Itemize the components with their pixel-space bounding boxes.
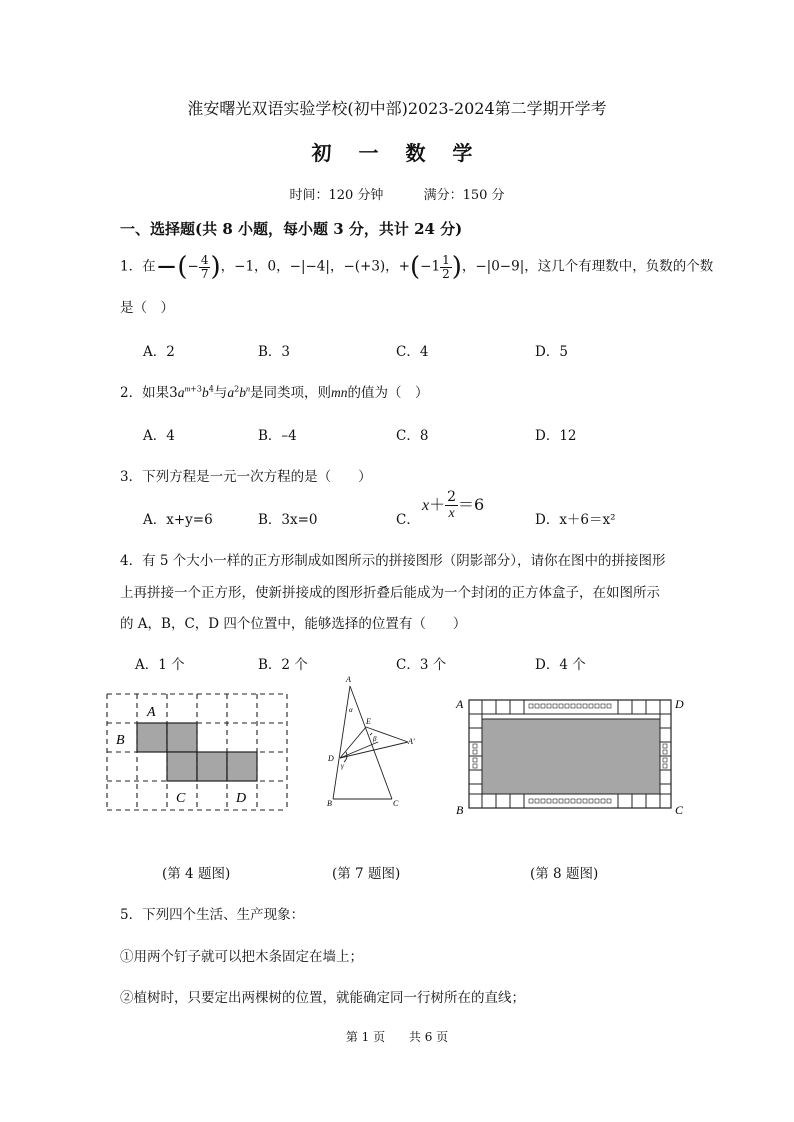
q1-paren2: (	[410, 252, 421, 282]
shaded-rect	[482, 719, 660, 794]
fig8-label-d: D	[675, 697, 684, 711]
figure-8-frame	[452, 692, 692, 818]
question-5: 5．下列四个生活、生产现象：	[120, 907, 305, 923]
shaded-cell	[167, 723, 197, 752]
q5-item-2: ②植树时，只要定出两棵树的位置，就能确定同一行树所在的直线；	[120, 990, 525, 1006]
q4-option-a[interactable]: A．1 个	[135, 657, 185, 673]
fig8-caption: (第 8 题图)	[530, 866, 599, 882]
fig7-caption: (第 7 题图)	[332, 866, 401, 882]
exam-time: 时间：120 分钟	[289, 188, 384, 203]
q4-option-b[interactable]: B．2 个	[258, 657, 308, 673]
q2-number: 2．如果	[120, 385, 170, 401]
q1-paren: )	[210, 252, 221, 282]
fig7-label-a-prime: A′	[408, 737, 415, 746]
q1-number: 1．在	[120, 258, 156, 275]
question-3: 3．下列方程是一元一次方程的是（ ）	[120, 469, 372, 485]
fig4-label-d: D	[236, 791, 247, 806]
q2-tail: 是同类项，则	[249, 385, 331, 401]
page-total: 共 6 页	[408, 1030, 449, 1044]
question-1-line1: 1．在−(− $\frac{4}{7}$ )，−1，0，−|−4|，−(+3)，+(−1 $\frac{1}{2}$ )，−|0−9|，这几个有理数中，负数的个数	[120, 252, 714, 282]
q1-math-a: −(	[155, 252, 188, 282]
shaded-cell	[137, 723, 167, 752]
page-footer	[0, 1028, 794, 1045]
q1-option-a[interactable]: A．2	[143, 344, 175, 360]
fig7-label-beta: β	[373, 735, 377, 743]
q3-option-b[interactable]: B．3x=0	[258, 512, 318, 528]
question-1-line2: 是（ ）	[120, 300, 174, 316]
q3-option-c-formula: x＋ $\frac{2}{x}$ ＝6	[422, 489, 485, 521]
q4-option-d[interactable]: D．4 个	[535, 657, 586, 673]
shaded-cell	[227, 752, 257, 781]
q3-option-d[interactable]: D．x＋6＝x²	[535, 512, 616, 528]
grid-dashed-lines	[107, 694, 287, 810]
q2-option-c[interactable]: C．8	[396, 428, 429, 444]
edge-da-prime	[340, 742, 408, 758]
q3-option-a[interactable]: A．x+y=6	[143, 512, 213, 528]
fig7-label-a: A	[346, 675, 351, 684]
q2-tail2: 的值为（ ）	[347, 385, 429, 401]
question-4-line1: 4．有 5 个大小一样的正方形制成如图所示的拼接图形（阴影部分），请你在图中的拼接图形	[120, 553, 666, 569]
q4-option-c[interactable]: C．3 个	[396, 657, 447, 673]
fig8-label-c: C	[675, 803, 684, 817]
exam-score: 满分：150 分	[423, 188, 505, 203]
section-heading: 一、选择题(共 8 小题，每小题 3 分，共计 24 分)	[120, 220, 463, 238]
q1-stem-tail: ，这几个有理数中，负数的个数	[524, 258, 714, 275]
shaded-cell	[197, 752, 227, 781]
figure-7-triangle	[320, 672, 420, 812]
question-4-line2: 上再拼接一个正方形，使新拼接成的图形折叠后能成为一个封闭的正方体盒子，在如图所示	[120, 585, 660, 601]
exam-title: 初 一 数 学	[311, 141, 483, 165]
fig7-label-d: D	[328, 754, 334, 763]
fig7-label-b: B	[327, 799, 332, 808]
fig8-label-a: A	[456, 697, 464, 711]
q2-option-b[interactable]: B．–4	[258, 428, 297, 444]
fig7-label-e: E	[366, 717, 371, 726]
figure-4-grid	[105, 692, 290, 814]
fig7-label-alpha: α	[349, 706, 353, 714]
q1-frac-1-2: $\frac{1}{2}$	[442, 252, 450, 281]
q1-paren3: )	[451, 252, 462, 282]
q1-frac-4-7: $\frac{4}{7}$	[200, 252, 209, 281]
q5-item-1: ①用两个钉子就可以把木条固定在墙上；	[120, 949, 363, 965]
q2-mid: 与	[213, 385, 228, 401]
fig8-label-b: B	[456, 803, 464, 817]
q1-option-c[interactable]: C．4	[396, 344, 429, 360]
question-2: 2．如果$3a^{m+3}b^4$与$a^2b^n$是同类项，则mn的值为（ ）	[120, 384, 429, 401]
q1-option-d[interactable]: D．5	[535, 344, 568, 360]
q3-option-c[interactable]	[396, 508, 420, 528]
exam-meta	[0, 184, 794, 203]
q2-option-d[interactable]: D．12	[535, 428, 577, 444]
fig4-label-a: A	[147, 705, 156, 720]
q1-option-b[interactable]: B．3	[258, 344, 291, 360]
q2-option-a[interactable]: A．4	[143, 428, 175, 444]
q1-minus: −	[187, 258, 199, 275]
fold-de	[340, 727, 366, 758]
fig7-label-c: C	[393, 799, 399, 808]
edge-ab	[333, 686, 350, 799]
fig4-label-c: C	[176, 791, 186, 806]
question-4-line3: 的 A，B，C，D 四个位置中，能够选择的位置有（ ）	[120, 616, 467, 632]
page-number: 第 1 页	[345, 1030, 386, 1044]
fig4-caption: (第 4 题图)	[162, 866, 231, 882]
fig4-label-b: B	[116, 733, 125, 748]
fig7-label-gamma: γ	[341, 762, 344, 770]
shaded-cell	[167, 752, 197, 781]
q3-option-c-label: C．	[396, 512, 420, 528]
school-title: 淮安曙光双语实验学校(初中部)2023-2024第二学期开学考	[187, 99, 607, 118]
angle-beta-arc	[370, 733, 372, 735]
edge-ac	[350, 686, 392, 799]
